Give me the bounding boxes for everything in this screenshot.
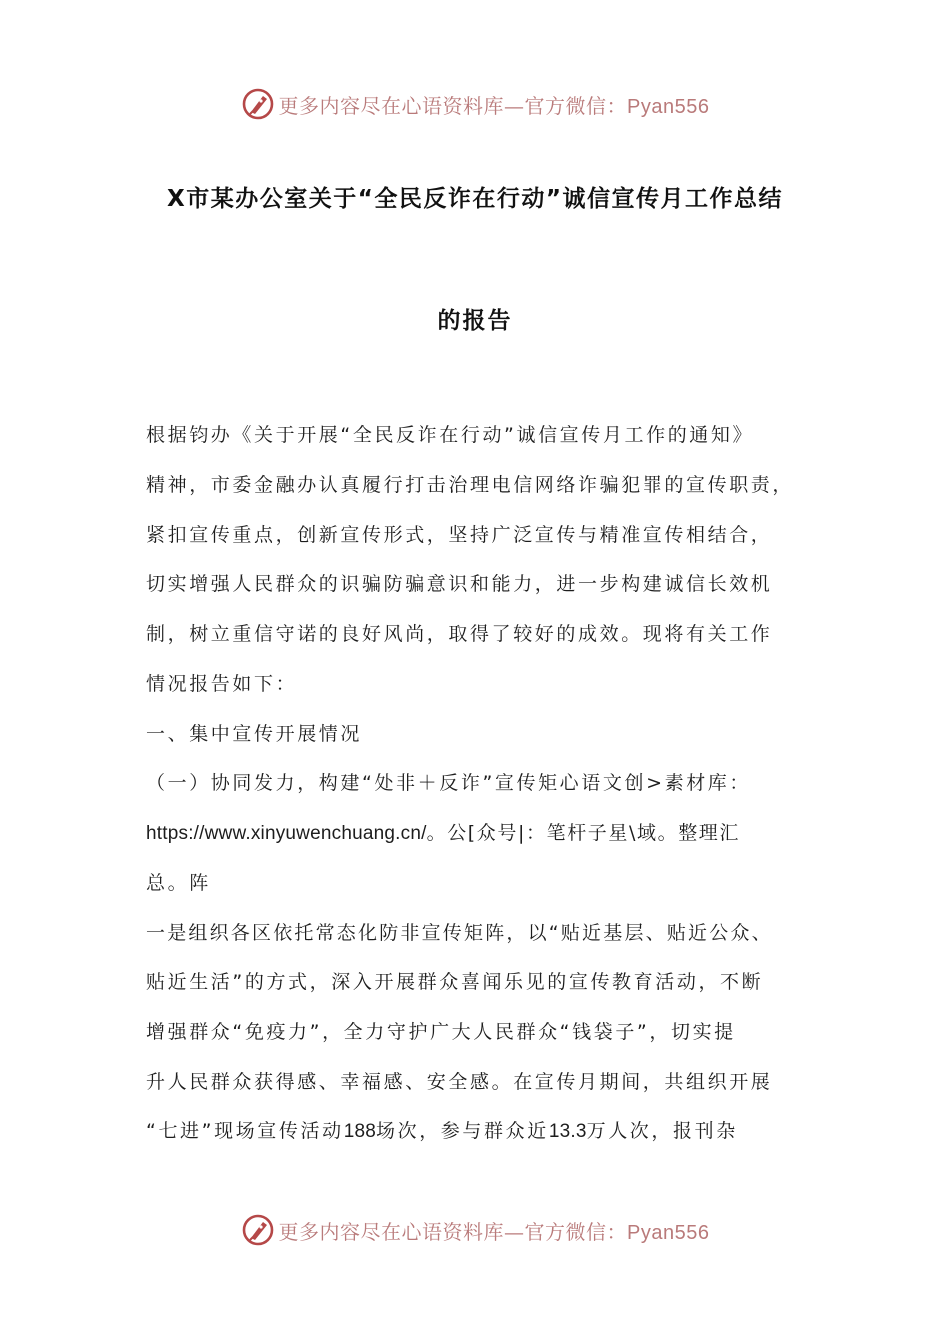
body-line: 情况报告如下： bbox=[146, 673, 298, 695]
watermark-text: 更多内容尽在心语资料库—官方微信：Pyan556 bbox=[278, 93, 710, 118]
section-heading: 一、集中宣传开展情况 bbox=[146, 723, 363, 745]
pen-nib-logo-icon bbox=[241, 1213, 275, 1247]
body-line: https://www.xinyuwenchuang.cn/。公[众号|：笔杆子星\域。整理汇 bbox=[146, 822, 741, 844]
document-title-line-1: X市某办公室关于“全民反诈在行动”诚信宣传月工作总结 bbox=[167, 186, 783, 212]
subsection-heading: （一）协同发力，构建“处非＋反诈”宣传矩心语文创>素材库： bbox=[146, 772, 752, 794]
url-link[interactable]: https://www.xinyuwenchuang.cn/ bbox=[146, 823, 427, 844]
header-watermark bbox=[0, 82, 950, 126]
body-line: 总。阵 bbox=[146, 872, 211, 894]
body-line: 切实增强人民群众的识骗防骗意识和能力，进一步构建诚信长效机 bbox=[146, 573, 773, 595]
body-line: 增强群众“免疫力”，全力守护广大人民群众“钱袋子”，切实提 bbox=[146, 1021, 736, 1043]
body-line: 一是组织各区依托常态化防非宣传矩阵，以“贴近基层、贴近公众、 bbox=[146, 922, 773, 944]
pen-nib-logo-icon bbox=[241, 87, 275, 121]
body-line: 根据钧办《关于开展“全民反诈在行动”诚信宣传月工作的通知》 bbox=[146, 424, 755, 446]
watermark-text: 更多内容尽在心语资料库—官方微信：Pyan556 bbox=[278, 1219, 710, 1244]
body-line: 制，树立重信守诺的良好风尚，取得了较好的成效。现将有关工作 bbox=[146, 623, 773, 645]
body-line: “七进”现场宣传活动188场次，参与群众近13.3万人次，报刊杂 bbox=[146, 1120, 738, 1142]
footer-watermark bbox=[0, 1208, 950, 1252]
body-line: 升人民群众获得感、幸福感、安全感。在宣传月期间，共组织开展 bbox=[146, 1071, 773, 1093]
body-line: 贴近生活”的方式，深入开展群众喜闻乐见的宣传教育活动，不断 bbox=[146, 971, 764, 993]
document-title-line-2: 的报告 bbox=[437, 308, 513, 334]
body-line: 精神，市委金融办认真履行打击治理电信网络诈骗犯罪的宣传职责， bbox=[146, 474, 795, 496]
body-line: 紧扣宣传重点，创新宣传形式，坚持广泛宣传与精准宣传相结合， bbox=[146, 524, 773, 546]
